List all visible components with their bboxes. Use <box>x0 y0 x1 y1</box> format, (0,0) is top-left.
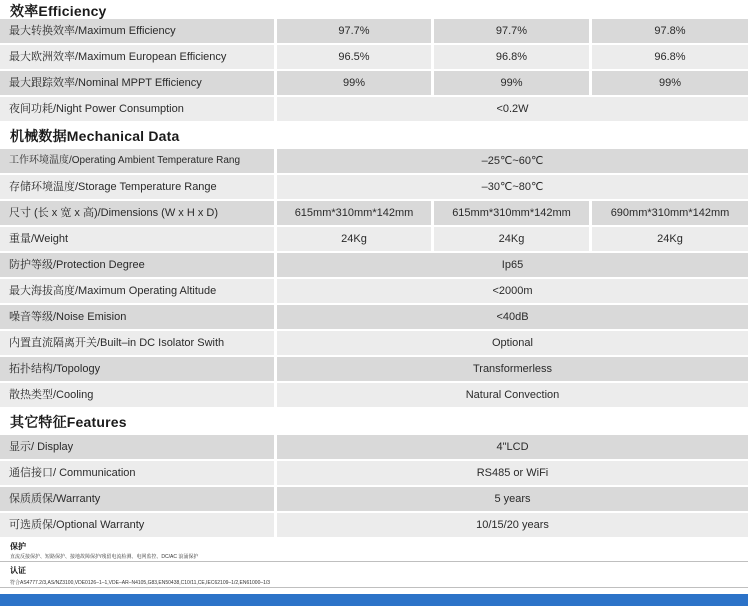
row-value: <40dB <box>277 305 748 329</box>
row-label: 内置直流隔离开关/Built–in DC Isolator Swith <box>0 331 274 355</box>
row-label: 散热类型/Cooling <box>0 383 274 407</box>
row-label: 最大欧洲效率/Maximum European Efficiency <box>0 45 274 69</box>
row-label: 防护等级/Protection Degree <box>0 253 274 277</box>
row-value: 615mm*310mm*142mm <box>434 201 589 225</box>
row-value: 99% <box>592 71 748 95</box>
row-label: 拓扑结构/Topology <box>0 357 274 381</box>
row-value: –30℃~80℃ <box>277 175 748 199</box>
row-value: 4"LCD <box>277 435 748 459</box>
row-value: RS485 or WiFi <box>277 461 748 485</box>
row-label: 重量/Weight <box>0 227 274 251</box>
table-row <box>0 175 748 199</box>
row-value: <2000m <box>277 279 748 303</box>
row-value: 97.8% <box>592 19 748 43</box>
row-value: Optional <box>277 331 748 355</box>
row-value: 24Kg <box>592 227 748 251</box>
table-row <box>0 513 748 537</box>
row-value: 99% <box>277 71 431 95</box>
row-value: 24Kg <box>434 227 589 251</box>
certification-title: 认证 <box>10 566 26 575</box>
row-value: 10/15/20 years <box>277 513 748 537</box>
table-row <box>0 461 748 485</box>
row-label: 工作环境温度/Operating Ambient Temperature Rang <box>0 149 274 173</box>
table-row <box>0 279 748 303</box>
row-value: 5 years <box>277 487 748 511</box>
protection-text: 直流反接保护、短路保护、接地故障保护/残留电流检测、电网监控、DC/AC 浪涌保护 <box>10 554 199 560</box>
table-row <box>0 357 748 381</box>
section-title-features: 其它特征Features <box>10 414 127 430</box>
row-label: 显示/ Display <box>0 435 274 459</box>
row-label: 最大转换效率/Maximum Efficiency <box>0 19 274 43</box>
table-row <box>0 45 748 69</box>
section-title-efficiency: 效率Efficiency <box>10 3 107 19</box>
row-value: <0.2W <box>277 97 748 121</box>
table-row <box>0 487 748 511</box>
row-value: Ip65 <box>277 253 748 277</box>
table-row <box>0 71 748 95</box>
row-value: 615mm*310mm*142mm <box>277 201 431 225</box>
certification-text: 符合AS4777.2/3,AS/NZ3100,VDE0126–1–1,VDE–AR–N4105,G83,EN50438,C10/11,CE,IEC62109–1/2,EN61000–1/3 <box>10 580 271 586</box>
row-label: 尺寸 (长 x 宽 x 高)/Dimensions (W x H x D) <box>0 201 274 225</box>
table-row <box>0 19 748 43</box>
row-label: 保质质保/Warranty <box>0 487 274 511</box>
divider <box>0 561 748 562</box>
row-value: 99% <box>434 71 589 95</box>
row-value: 96.5% <box>277 45 431 69</box>
row-value: 97.7% <box>277 19 431 43</box>
protection-title: 保护 <box>10 542 26 551</box>
row-label: 最大海拔高度/Maximum Operating Altitude <box>0 279 274 303</box>
table-row <box>0 305 748 329</box>
row-value: Transformerless <box>277 357 748 381</box>
table-row <box>0 149 748 173</box>
divider <box>0 587 748 588</box>
section-title-mechanical: 机械数据Mechanical Data <box>10 128 180 144</box>
table-row <box>0 253 748 277</box>
row-value: 96.8% <box>434 45 589 69</box>
row-value: 24Kg <box>277 227 431 251</box>
row-label: 可选质保/Optional Warranty <box>0 513 274 537</box>
row-label: 夜间功耗/Night Power Consumption <box>0 97 274 121</box>
table-row <box>0 435 748 459</box>
footer-bar <box>0 594 748 606</box>
table-row <box>0 331 748 355</box>
row-value: 690mm*310mm*142mm <box>592 201 748 225</box>
table-row <box>0 227 748 251</box>
table-row <box>0 383 748 407</box>
row-label: 存储环境温度/Storage Temperature Range <box>0 175 274 199</box>
table-row <box>0 97 748 121</box>
row-value: 96.8% <box>592 45 748 69</box>
table-row <box>0 201 748 225</box>
row-value: Natural Convection <box>277 383 748 407</box>
row-label: 噪音等级/Noise Emision <box>0 305 274 329</box>
row-value: –25℃~60℃ <box>277 149 748 173</box>
row-label: 通信接口/ Communication <box>0 461 274 485</box>
row-value: 97.7% <box>434 19 589 43</box>
row-label: 最大跟踪效率/Nominal MPPT Efficiency <box>0 71 274 95</box>
